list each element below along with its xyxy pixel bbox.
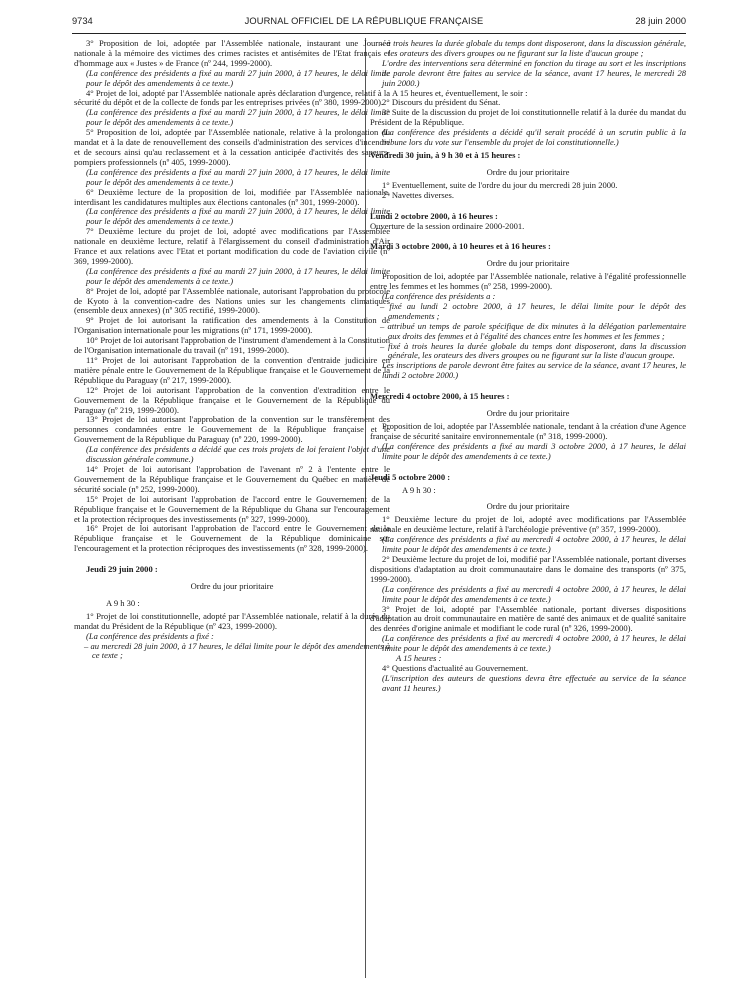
day-heading: Jeudi 29 juin 2000 :	[86, 564, 158, 575]
agenda-item: 14° Projet de loi autorisant l'approbation de l'avenant nº 2 à l'entente entre le Gouvernement de la République française et le Gouvernement du Québec en matière de sécurité sociale (nº 252, 1999-2000).	[74, 463, 390, 494]
conference-note: (La conférence des présidents a décidé que ces trois projets de loi feraient l'objet d'une discussion générale commune.)	[86, 444, 390, 465]
agenda-item: 7° Deuxième lecture du projet de loi, adopté avec modifications par l'Assemblée nationale en deuxième lecture, relatif à l'élargissement du conseil d'administration d'Air France et aux relations avec l'Etat et portant modification du code de l'aviation civile (nº 369, 1999-2000).	[74, 226, 390, 266]
session-time: A 15 heures et, éventuellement, le soir :	[392, 87, 528, 98]
day-heading: Mardi 3 octobre 2000, à 10 heures et à 16 heures :	[370, 241, 551, 252]
session-time: A 9 h 30 :	[402, 484, 436, 495]
agenda-item: 4° Questions d'actualité au Gouvernement.	[382, 662, 529, 673]
conference-note: (La conférence des présidents a fixé au mardi 27 juin 2000, à 17 heures, le délai limite pour le dépôt des amendements à ce texte.)	[86, 265, 390, 286]
conference-note-item: – au mercredi 28 juin 2000, à 17 heures, le délai limite pour le dépôt des amendements à ce texte ;	[84, 640, 390, 661]
conference-note: (La conférence des présidents a :	[382, 291, 496, 302]
agenda-item: 1° Deuxième lecture du projet de loi, adopté avec modifications par l'Assemblée nationale en deuxième lecture, relatif à l'archéologie préventive (nº 357, 1999-2000).	[370, 514, 686, 535]
conference-note: (La conférence des présidents a fixé au mardi 27 juin 2000, à 17 heures, le délai limite pour le dépôt des amendements à ce texte.)	[86, 206, 390, 227]
agenda-item: Proposition de loi, adoptée par l'Assemblée nationale, relative à l'égalité professionnelle entre les femmes et les hommes (nº 258, 1999-2000).	[370, 271, 686, 292]
conference-note: (La conférence des présidents a fixé au mercredi 4 octobre 2000, à 17 heures, le délai limite pour le dépôt des amendements à ce texte.)	[382, 583, 686, 604]
conference-note: (La conférence des présidents a décidé qu'il serait procédé à un scrutin public à la tribune lors du vote sur l'ensemble du projet de loi constitutionnelle.)	[382, 127, 686, 148]
conference-note-item: – fixé au lundi 2 octobre 2000, à 17 heures, le délai limite pour le dépôt des amendements ;	[380, 300, 686, 321]
session-time: A 15 heures :	[396, 653, 442, 664]
conference-note-item: – attribué un temps de parole spécifique de dix minutes à la délégation parlementaire aux droits des femmes et à l'égalité des chances entre les hommes et les femmes ;	[380, 320, 686, 341]
agenda-item: 6° Deuxième lecture de la proposition de loi, modifiée par l'Assemblée nationale, interdisant les candidatures multiples aux élections cantonales (nº 301, 1999-2000).	[74, 186, 390, 207]
agenda-item: Proposition de loi, adoptée par l'Assemblée nationale, tendant à la création d'une Agence française de sécurité sanitaire environnementale (nº 318, 1999-2000).	[370, 421, 686, 441]
conference-note: (La conférence des présidents a fixé au mercredi 4 octobre 2000, à 17 heures, le délai limite pour le dépôt des amendements à ce texte.)	[382, 633, 686, 654]
order-of-day-heading: Ordre du jour prioritaire	[190, 581, 274, 592]
conference-note-item: – fixé à trois heures la durée globale du temps dont disposeront, dans la discussion générale, les orateurs des divers groupes ou ne figurant sur la liste d'aucun groupe.	[380, 340, 686, 361]
agenda-item: 8° Projet de loi, adopté par l'Assemblée nationale, autorisant l'approbation du protocole de Kyoto à la convention-cadre des Nations unies sur les changements climatiques (ensemble deux annexes) (nº 305 rectifié, 1999-2000).	[74, 285, 390, 316]
header-rule	[72, 33, 686, 34]
session-time: A 9 h 30 :	[106, 597, 140, 608]
order-of-day-heading: Ordre du jour prioritaire	[486, 408, 570, 419]
agenda-item: 9° Projet de loi autorisant la ratification des amendements à la Constitution de l'Organisation internationale pour les migrations (nº 171, 1999-2000).	[74, 315, 390, 336]
conference-note: (La conférence des présidents a fixé au mercredi 4 octobre 2000, à 17 heures, le délai limite pour le dépôt des amendements à ce texte.)	[382, 534, 686, 555]
agenda-item: 2° Discours du président du Sénat.	[382, 97, 501, 108]
day-heading: Jeudi 5 octobre 2000 :	[370, 471, 451, 482]
agenda-item: 3° Proposition de loi, adoptée par l'Assemblée nationale, instaurant une Journée nationale à la mémoire des victimes des crimes racistes et antisémites de l'Etat français et d'hommage aux « Justes » de France (nº 244, 1999-2000).	[74, 38, 390, 68]
agenda-item: 13° Projet de loi autorisant l'approbation de la convention sur le transfèrement des personnes condamnées entre le Gouvernement de la République française et le Gouvernement de la République du Paraguay (nº 220, 1999-2000).	[74, 414, 390, 445]
agenda-item: 11° Projet de loi autorisant l'approbation de la convention d'entraide judiciaire en matière pénale entre le Gouvernement de la République française et le Gouvernement de la République du Paraguay (nº 217, 1999-2000).	[74, 355, 390, 385]
order-of-day-heading: Ordre du jour prioritaire	[486, 501, 570, 512]
agenda-item: 12° Projet de loi autorisant l'approbation de la convention d'extradition entre le Gouvernement de la République française et le Gouvernement de la République du Paraguay (nº 219, 1999-2000).	[74, 384, 390, 415]
conference-note: (La conférence des présidents a fixé au mardi 3 octobre 2000, à 17 heures, le délai limite pour le dépôt des amendements à ce texte.)	[382, 440, 686, 461]
conference-note: (La conférence des présidents a fixé au mardi 27 juin 2000, à 17 heures, le délai limite pour le dépôt des amendements à ce texte.)	[86, 166, 390, 187]
conference-note: (La conférence des présidents a fixé au mardi 27 juin 2000, à 17 heures, le délai limite pour le dépôt des amendements à ce texte.)	[86, 67, 390, 88]
conference-note: (L'inscription des auteurs de questions devra être effectuée au service de la séance avant 11 heures.)	[382, 672, 686, 693]
order-of-day-heading: Ordre du jour prioritaire	[486, 258, 570, 269]
page-number: 9734	[72, 16, 93, 26]
agenda-item: 4° Projet de loi, adopté par l'Assemblée nationale après déclaration d'urgence, relatif à la sécurité du dépôt et de la collecte de fonds par les entreprises privées (nº 380, 1999-2000).	[74, 87, 390, 108]
day-heading: Vendredi 30 juin, à 9 h 30 et à 15 heures :	[370, 149, 521, 160]
agenda-item: 10° Projet de loi autorisant l'approbation de l'instrument d'amendement à la Constitution de l'Organisation internationale du travail (nº 191, 1999-2000).	[74, 335, 390, 356]
conference-note-item: – à trois heures la durée globale du temps dont disposeront, dans la discussion générale, les orateurs des divers groupes ou ne figurant sur la liste d'aucun groupe ;	[380, 38, 686, 58]
issue-date: 28 juin 2000	[635, 16, 686, 26]
right-column	[370, 39, 686, 694]
agenda-item: 5° Proposition de loi, adoptée par l'Assemblée nationale, relative à la prolongation du mandat et à la date de renouvellement des conseils d'administration des services d'incendie et de secours ainsi qu'au reclassement et à la cessation anticipée d'activités des sapeurs-pompiers professionnels (nº 405, 1999-2000).	[74, 127, 390, 167]
day-heading: Mercredi 4 octobre 2000, à 15 heures :	[370, 391, 510, 402]
agenda-item: 3° Projet de loi, adopté par l'Assemblée nationale, portant diverses dispositions d'adaptation au droit communautaire en matière de santé des animaux et de qualité sanitaire des denrées d'origine animale et modifiant le code rural (nº 326, 1999-2000).	[370, 603, 686, 634]
conference-note: (La conférence des présidents a fixé :	[86, 630, 214, 641]
conference-note: L'ordre des interventions sera déterminé en fonction du tirage au sort et les inscriptions de parole devront être faites au service de la séance, avant 17 heures, le mercredi 28 juin 2000.)	[382, 57, 686, 88]
page-header	[72, 16, 686, 30]
order-of-day-heading: Ordre du jour prioritaire	[486, 166, 570, 177]
day-heading: Lundi 2 octobre 2000, à 16 heures :	[370, 210, 498, 221]
agenda-item: 15° Projet de loi autorisant l'approbation de l'accord entre le Gouvernement de la République française et le Gouvernement de la République du Ghana sur l'encouragement et la protection réciproques des investissements (nº 327, 1999-2000).	[74, 493, 390, 524]
agenda-item: Ouverture de la session ordinaire 2000-2001.	[370, 220, 525, 231]
conference-note: (La conférence des présidents a fixé au mardi 27 juin 2000, à 17 heures, le délai limite pour le dépôt des amendements à ce texte.)	[86, 107, 390, 128]
agenda-item: 2° Deuxième lecture du projet de loi, modifié par l'Assemblée nationale, portant diverses dispositions d'adaptation au droit communautaire dans le domaine des transports (nº 375, 1999-2000).	[370, 553, 687, 584]
agenda-item: 2° Navettes diverses.	[382, 189, 455, 200]
conference-note: Les inscriptions de parole devront être faites au service de la séance, avant 17 heures, le lundi 2 octobre 2000.)	[382, 360, 686, 381]
agenda-item: 16° Projet de loi autorisant l'approbation de l'accord entre le Gouvernement de la République française et le Gouvernement de la République dominicaine sur l'encouragement et la protection réciproques des investissements (nº 328, 1999-2000).	[74, 523, 390, 554]
left-column	[74, 39, 390, 661]
agenda-item: 1° Projet de loi constitutionnelle, adopté par l'Assemblée nationale, relatif à la durée du mandat du Président de la République (nº 423, 1999-2000).	[74, 610, 390, 631]
agenda-item: 3° Suite de la discussion du projet de loi constitutionnelle relatif à la durée du mandat du Président de la République.	[370, 107, 686, 128]
journal-title: JOURNAL OFFICIEL DE LA RÉPUBLIQUE FRANÇAISE	[244, 16, 484, 26]
agenda-item: 1° Eventuellement, suite de l'ordre du jour du mercredi 28 juin 2000.	[382, 179, 618, 190]
